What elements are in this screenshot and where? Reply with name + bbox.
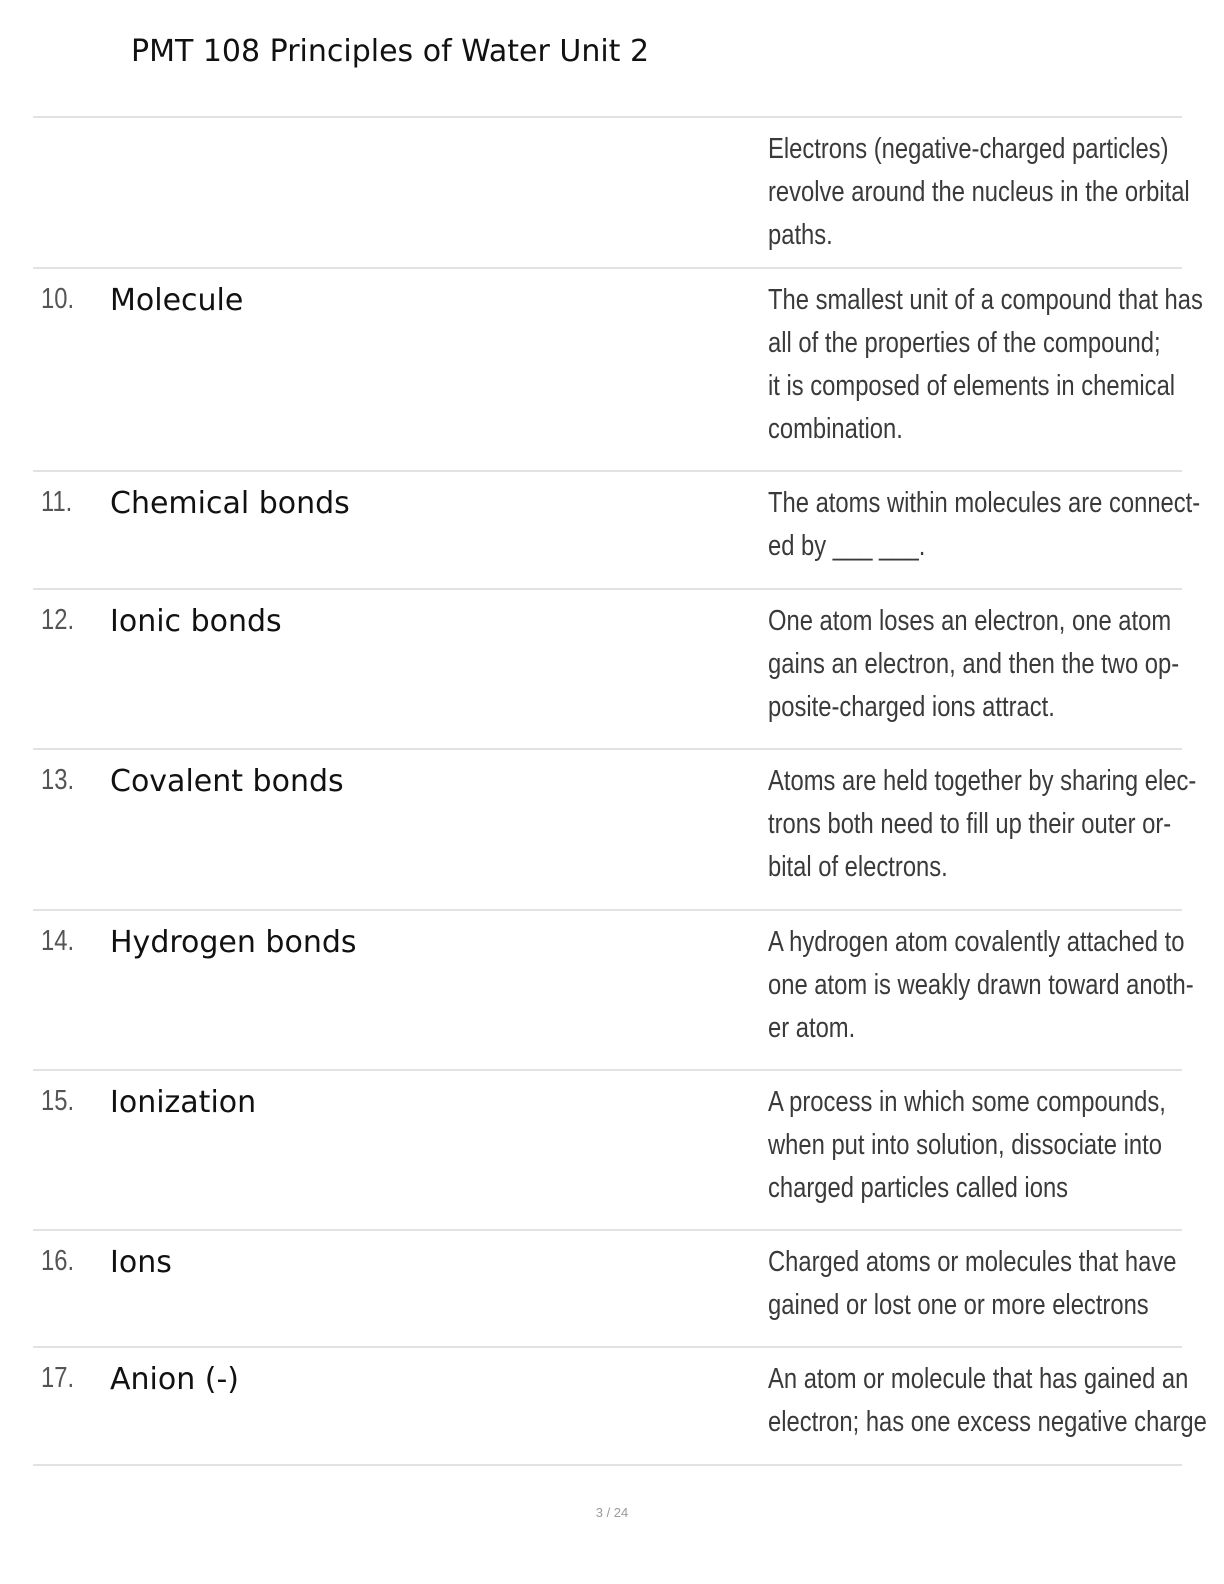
card-row — [33, 1231, 1182, 1348]
definition-line: Electrons (negative-charged particles) — [768, 133, 1169, 165]
definition-line: it is composed of elements in chemical — [768, 370, 1176, 402]
definition-line: all of the properties of the compound; — [768, 327, 1161, 359]
definition-line: bital of electrons. — [768, 851, 948, 883]
card-definition — [768, 128, 1190, 257]
card-definition — [768, 921, 1194, 1050]
card-definition — [768, 760, 1197, 889]
definition-line: one atom is weakly drawn toward anoth- — [768, 969, 1194, 1001]
card-number: 17. — [41, 1362, 75, 1394]
card-number: 16. — [41, 1245, 75, 1277]
card-number: 10. — [41, 283, 75, 315]
card-term: Hydrogen bonds — [110, 925, 357, 960]
card-term: Ionic bonds — [110, 604, 282, 639]
definition-line: ed by ___ ___. — [768, 530, 926, 562]
card-row — [33, 1071, 1182, 1231]
card-term: Ionization — [110, 1085, 257, 1120]
definition-line: The smallest unit of a compound that has — [768, 284, 1203, 316]
card-term: Covalent bonds — [110, 764, 344, 799]
definition-line: trons both need to fill up their outer or- — [768, 808, 1172, 840]
card-definition — [768, 1241, 1177, 1327]
definition-line: Atoms are held together by sharing elec- — [768, 765, 1197, 797]
definition-line: A process in which some compounds, — [768, 1086, 1166, 1118]
definition-line: A hydrogen atom covalently attached to — [768, 926, 1185, 958]
card-row — [33, 911, 1194, 1071]
definition-line: er atom. — [768, 1012, 856, 1044]
card-term: Anion (-) — [110, 1362, 240, 1397]
card-definition — [768, 1358, 1207, 1444]
card-number: 14. — [41, 925, 75, 957]
card-row — [33, 472, 1201, 590]
definition-line: paths. — [768, 219, 833, 251]
card-definition — [768, 279, 1203, 451]
card-definition — [768, 1081, 1166, 1210]
definition-line: gains an electron, and then the two op- — [768, 648, 1180, 680]
definition-line: when put into solution, dissociate into — [768, 1129, 1162, 1161]
definition-line: One atom loses an electron, one atom — [768, 605, 1172, 637]
definition-line: charged particles called ions — [768, 1172, 1069, 1204]
definition-line: electron; has one excess negative charge — [768, 1406, 1207, 1438]
page-indicator: 3 / 24 — [595, 1505, 629, 1520]
definition-line: revolve around the nucleus in the orbital — [768, 176, 1190, 208]
card-number: 11. — [41, 486, 73, 518]
definition-line: An atom or molecule that has gained an — [768, 1363, 1189, 1395]
card-definition — [768, 482, 1201, 568]
card-number: 15. — [41, 1085, 75, 1117]
card-definition — [768, 600, 1180, 729]
card-row — [33, 750, 1197, 911]
page-title: PMT 108 Principles of Water Unit 2 — [131, 34, 650, 69]
definition-line: gained or lost one or more electrons — [768, 1289, 1149, 1321]
definition-line: Charged atoms or molecules that have — [768, 1246, 1177, 1278]
card-row — [33, 269, 1203, 472]
card-row — [33, 1348, 1207, 1466]
card-number: 13. — [41, 764, 75, 796]
definition-line: posite-charged ions attract. — [768, 691, 1055, 723]
card-number: 12. — [41, 604, 75, 636]
card-term: Chemical bonds — [110, 486, 350, 521]
card-row — [33, 590, 1182, 750]
definition-line: combination. — [768, 413, 903, 445]
definition-line: The atoms within molecules are connect- — [768, 487, 1201, 519]
card-row — [33, 118, 1190, 269]
flashcard-list — [33, 116, 1207, 1466]
card-term: Ions — [110, 1245, 172, 1280]
card-term: Molecule — [110, 283, 244, 318]
